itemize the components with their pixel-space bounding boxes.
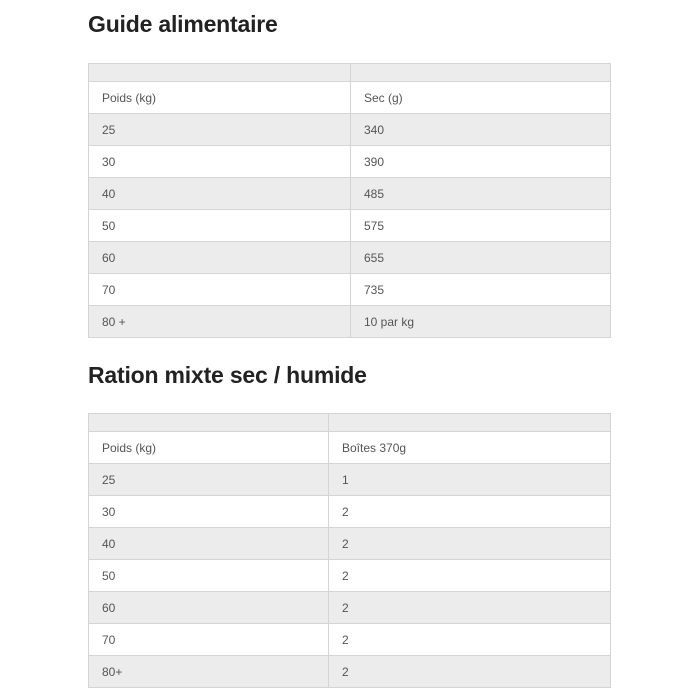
cans-cell: 2 [329,528,611,560]
weight-cell: 70 [89,624,329,656]
header-cans: Boîtes 370g [329,432,611,464]
table-row [89,528,611,560]
empty-cell [351,64,611,82]
table-header-row [89,432,611,464]
ration-title: Ration mixte sec / humide [88,362,367,388]
weight-cell: 40 [89,528,329,560]
weight-cell: 25 [89,464,329,496]
dry-amount-cell: 340 [351,114,611,146]
table-header-row [89,82,611,114]
weight-cell: 50 [89,560,329,592]
table-row [89,210,611,242]
cans-cell: 2 [329,624,611,656]
dry-amount-cell: 735 [351,274,611,306]
table-row [89,592,611,624]
mixed-ration-table [88,413,611,688]
table-row [89,560,611,592]
weight-cell: 70 [89,274,351,306]
dry-amount-cell: 390 [351,146,611,178]
header-dry: Sec (g) [351,82,611,114]
table-spacer-row [89,64,611,82]
weight-cell: 60 [89,592,329,624]
empty-cell [329,414,611,432]
empty-cell [89,64,351,82]
table-spacer-row [89,414,611,432]
weight-cell: 80 + [89,306,351,338]
dry-amount-cell: 575 [351,210,611,242]
weight-cell: 60 [89,242,351,274]
table-row [89,146,611,178]
weight-cell: 50 [89,210,351,242]
weight-cell: 40 [89,178,351,210]
table-row [89,178,611,210]
dry-amount-cell: 10 par kg [351,306,611,338]
cans-cell: 2 [329,560,611,592]
table-row [89,496,611,528]
header-weight: Poids (kg) [89,432,329,464]
weight-cell: 30 [89,496,329,528]
cans-cell: 2 [329,592,611,624]
table-row [89,464,611,496]
table-row [89,114,611,146]
cans-cell: 2 [329,496,611,528]
cans-cell: 2 [329,656,611,688]
weight-cell: 30 [89,146,351,178]
table-row [89,242,611,274]
table-row [89,656,611,688]
feeding-guide-table [88,63,611,338]
table-row [89,306,611,338]
cans-cell: 1 [329,464,611,496]
table-row [89,624,611,656]
header-weight: Poids (kg) [89,82,351,114]
weight-cell: 80+ [89,656,329,688]
table-row [89,274,611,306]
dry-amount-cell: 485 [351,178,611,210]
weight-cell: 25 [89,114,351,146]
guide-title: Guide alimentaire [88,11,278,37]
dry-amount-cell: 655 [351,242,611,274]
empty-cell [89,414,329,432]
